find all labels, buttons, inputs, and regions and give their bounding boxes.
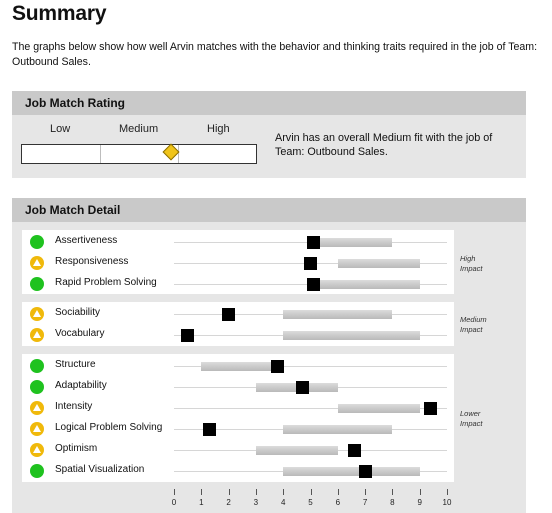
status-circle-icon bbox=[30, 359, 44, 373]
warning-triangle-icon bbox=[30, 256, 44, 270]
trait-label: Rapid Problem Solving bbox=[55, 277, 157, 288]
axis-tick-label: 0 bbox=[171, 498, 177, 507]
axis-tick bbox=[174, 489, 175, 495]
score-marker bbox=[307, 236, 320, 249]
target-range-bar bbox=[338, 259, 420, 268]
axis-tick-label: 7 bbox=[362, 498, 368, 507]
trait-label: Sociability bbox=[55, 307, 101, 318]
trait-row bbox=[22, 460, 454, 481]
impact-label-lower: Lower Impact bbox=[460, 409, 483, 428]
scale-label-medium: Medium bbox=[119, 123, 159, 135]
status-circle-icon bbox=[30, 380, 44, 394]
warning-triangle-icon bbox=[30, 328, 44, 342]
score-marker bbox=[271, 360, 284, 373]
trait-label: Adaptability bbox=[55, 380, 107, 391]
trait-row bbox=[22, 418, 454, 439]
axis-tick bbox=[447, 489, 448, 495]
axis-tick bbox=[365, 489, 366, 495]
warning-triangle-icon bbox=[30, 422, 44, 436]
trait-label: Responsiveness bbox=[55, 256, 129, 267]
axis-tick-label: 10 bbox=[442, 498, 452, 507]
page-title: Summary bbox=[12, 2, 107, 25]
score-marker bbox=[181, 329, 194, 342]
trait-label: Intensity bbox=[55, 401, 93, 412]
axis-tick bbox=[311, 489, 312, 495]
axis-tick bbox=[338, 489, 339, 495]
warning-triangle-icon bbox=[30, 307, 44, 321]
score-marker bbox=[304, 257, 317, 270]
target-range-bar bbox=[283, 331, 420, 340]
trait-label: Assertiveness bbox=[55, 235, 118, 246]
status-circle-icon bbox=[30, 464, 44, 478]
rating-bar bbox=[21, 144, 257, 164]
axis-tick-label: 6 bbox=[335, 498, 341, 507]
score-marker bbox=[296, 381, 309, 394]
trait-label: Optimism bbox=[55, 443, 98, 454]
axis-tick-label: 4 bbox=[280, 498, 286, 507]
target-range-bar bbox=[338, 404, 420, 413]
trait-row bbox=[22, 273, 454, 294]
score-marker bbox=[424, 402, 437, 415]
axis-tick bbox=[229, 489, 230, 495]
trait-row bbox=[22, 376, 454, 397]
rating-divider bbox=[178, 145, 179, 163]
trait-row bbox=[22, 231, 454, 252]
scale-label-high: High bbox=[207, 123, 230, 135]
trait-row bbox=[22, 397, 454, 418]
trait-row bbox=[22, 355, 454, 376]
rating-divider bbox=[100, 145, 101, 163]
axis-tick bbox=[201, 489, 202, 495]
axis-tick-label: 8 bbox=[390, 498, 395, 507]
axis-tick bbox=[256, 489, 257, 495]
trait-row bbox=[22, 303, 454, 324]
trait-label: Spatial Visualization bbox=[55, 464, 145, 475]
impact-label-medium: Medium Impact bbox=[460, 315, 487, 334]
score-marker bbox=[203, 423, 216, 436]
warning-triangle-icon bbox=[30, 401, 44, 415]
intro-text: The graphs below show how well Arvin matches with the behavior and thinking traits required in the job of Team: Outbound Sales. bbox=[12, 41, 538, 68]
axis-tick-label: 1 bbox=[199, 498, 204, 507]
status-circle-icon bbox=[30, 235, 44, 249]
axis-tick bbox=[283, 489, 284, 495]
trait-label: Logical Problem Solving bbox=[55, 422, 163, 433]
trait-label: Structure bbox=[55, 359, 96, 370]
job-match-rating-header: Job Match Rating bbox=[12, 91, 526, 115]
impact-label-high: High Impact bbox=[460, 254, 483, 273]
axis-tick-label: 9 bbox=[417, 498, 422, 507]
scale-label-low: Low bbox=[50, 123, 71, 135]
axis-tick-label: 2 bbox=[226, 498, 231, 507]
target-range-bar bbox=[283, 467, 420, 476]
rating-summary: Arvin has an overall Medium fit with the job of Team: Outbound Sales. bbox=[275, 132, 493, 158]
axis-tick bbox=[392, 489, 393, 495]
axis-tick-label: 5 bbox=[308, 498, 313, 507]
axis-tick bbox=[420, 489, 421, 495]
score-marker bbox=[307, 278, 320, 291]
trait-label: Vocabulary bbox=[55, 328, 105, 339]
score-marker bbox=[348, 444, 361, 457]
axis-tick-label: 3 bbox=[253, 498, 259, 507]
trait-row bbox=[22, 439, 454, 460]
target-range-bar bbox=[283, 425, 392, 434]
target-range-bar bbox=[283, 310, 392, 319]
target-range-bar bbox=[311, 280, 420, 289]
warning-triangle-icon bbox=[30, 443, 44, 457]
score-marker bbox=[359, 465, 372, 478]
trait-row bbox=[22, 324, 454, 345]
axis-line bbox=[174, 492, 454, 493]
job-match-detail-header: Job Match Detail bbox=[12, 198, 526, 222]
score-marker bbox=[222, 308, 235, 321]
target-range-bar bbox=[311, 238, 393, 247]
status-circle-icon bbox=[30, 277, 44, 291]
target-range-bar bbox=[256, 446, 338, 455]
trait-row bbox=[22, 252, 454, 273]
